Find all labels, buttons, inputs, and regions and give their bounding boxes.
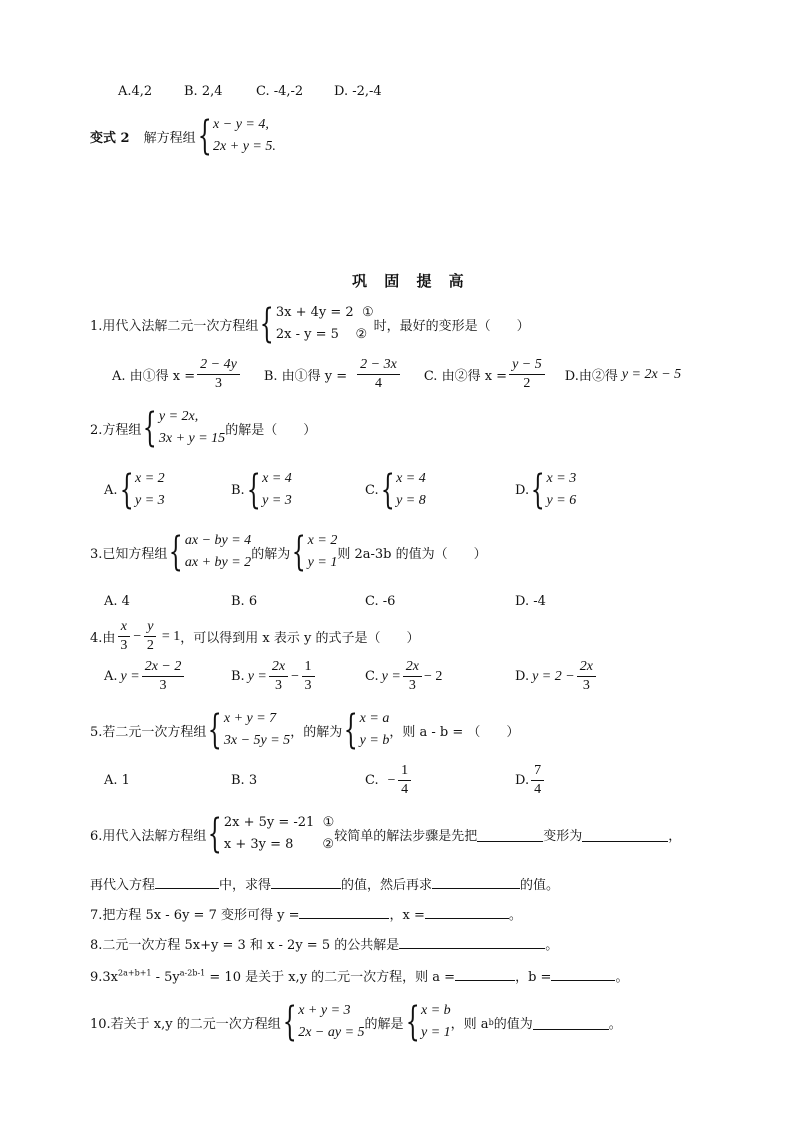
question-6-line2: 再代入方程 中，求得 的值，然后再求 的值。 bbox=[90, 874, 559, 893]
top-option-a: A.4,2 bbox=[118, 84, 153, 99]
q5-opt-a: A. 1 bbox=[104, 773, 130, 788]
variant2-label: 变式 2 bbox=[90, 130, 130, 146]
q2-opt-c: C. { x = 4 y = 8 bbox=[365, 467, 426, 513]
q1-opt-d: D.由②得 bbox=[564, 369, 618, 384]
top-option-c: C. -4,-2 bbox=[256, 84, 304, 99]
q8-blank[interactable] bbox=[399, 934, 545, 949]
top-options bbox=[118, 84, 382, 99]
q10-blank[interactable] bbox=[533, 1015, 609, 1030]
q6-blank-5[interactable] bbox=[432, 874, 520, 889]
variant2-text: 解方程组 bbox=[143, 130, 196, 146]
question-8: 8.二元一次方程 5x+y = 3 和 x - 2y = 5 的公共解是 。 bbox=[90, 934, 558, 953]
q1-options: A. 由①得 x = $\frac{2 - 4y}{3}$ B. 由①得 y = $\frac{2 - 3x}{4}$ C. 由②得 x = $\frac{y - 5}{2}$ D.由②得 y = 2x − 5 bbox=[112, 357, 682, 391]
q7-blank-y[interactable] bbox=[299, 904, 389, 919]
top-option-b: B. 2,4 bbox=[184, 84, 223, 99]
q6-blank-4[interactable] bbox=[271, 874, 341, 889]
q5-opt-d: D. $\frac{7}{4}$ bbox=[515, 762, 546, 799]
variant2 bbox=[90, 114, 276, 158]
top-option-d: D. -2,-4 bbox=[334, 84, 382, 99]
q2-opt-b: B. { x = 4 y = 3 bbox=[231, 467, 292, 513]
section-title: 巩 固 提 高 bbox=[352, 272, 470, 290]
q3-opt-a: A. 4 bbox=[104, 594, 130, 609]
q9-blank-a[interactable] bbox=[455, 966, 515, 981]
q4-opt-d: D. y = 2 − $\frac{2x}{3}$ bbox=[515, 658, 598, 695]
question-10: 10.若关于 x,y 的二元一次方程组 { x + y = 3 2x − ay = 5 的解是 { x = b y = 1 ，则 a b 的值为 。 bbox=[90, 999, 622, 1045]
q1-system: { 3x + 4y = 2 ① 2x - y = 5 ② bbox=[260, 301, 374, 347]
q7-blank-x[interactable] bbox=[425, 904, 509, 919]
question-7: 7.把方程 5x - 6y = 7 变形可得 y = ，x = 。 bbox=[90, 904, 522, 923]
q1-opt-a: A. 由①得 x = bbox=[112, 369, 196, 384]
q1-opt-b: B. 由①得 y = bbox=[263, 369, 348, 384]
variant2-system: { x − y = 4, 2x + y = 5. bbox=[197, 113, 276, 159]
q4-opt-b: B. y = $\frac{2x}{3}$ − $\frac{1}{3}$ bbox=[231, 658, 365, 695]
question-6: 6.用代入法解方程组 { 2x + 5y = -21 ① x + 3y = 8 ② 较简单的解法步骤是先把 变形为 ， bbox=[90, 811, 682, 857]
q5-options bbox=[104, 762, 546, 799]
q6-blank-1[interactable] bbox=[477, 827, 543, 842]
q2-opt-d: D. { x = 3 y = 6 bbox=[515, 467, 577, 513]
q4-opt-c: C. y = $\frac{2x}{3}$ − 2 bbox=[365, 659, 443, 693]
question-5: 5.若二元一次方程组 { x + y = 7 3x − 5y = 5 ，的解为 { x = a y = b ，则 a - b = （ ） bbox=[90, 707, 520, 753]
question-1 bbox=[90, 302, 530, 346]
q5-opt-c: C. − $\frac{1}{4}$ bbox=[365, 762, 515, 799]
question-4: 4.由 $\frac{x}{3}$ − $\frac{y}{2}$ = 1 ，可以得到用 x 表示 y 的式子是（ ） bbox=[90, 619, 420, 653]
q5-opt-b: B. 3 bbox=[231, 773, 258, 788]
question-9: $9.3x^{2a+b+1} - 5y^{a-2b-1} = 10$ 是关于 x,y 的二元一次方程，则 a = ，b = 。 bbox=[90, 966, 628, 985]
q3-options bbox=[104, 594, 546, 609]
q9-blank-b[interactable] bbox=[551, 966, 615, 981]
q6-blank-2[interactable] bbox=[582, 827, 668, 842]
q4-opt-a: A. y = $\frac{2x - 2}{3}$ bbox=[104, 658, 231, 695]
q3-opt-c: C. -6 bbox=[365, 594, 396, 609]
q1-opt-c: C. 由②得 x = bbox=[423, 369, 508, 384]
question-2: 2.方程组 { y = 2x, 3x + y = 15 的解是（ ） bbox=[90, 405, 317, 451]
question-3: 3.已知方程组 { ax − by = 4 ax + by = 2 的解为 { x = 2 y = 1 则 2a-3b 的值为（ ） bbox=[90, 529, 487, 575]
q3-opt-b: B. 6 bbox=[231, 594, 258, 609]
q1-pre: 1.用代入法解二元一次方程组 bbox=[90, 318, 259, 334]
q2-opt-a: A. { x = 2 y = 3 bbox=[104, 467, 165, 513]
q4-options bbox=[104, 658, 598, 695]
q1-post: 时，最好的变形是（ ） bbox=[373, 318, 530, 334]
q3-opt-d: D. -4 bbox=[515, 594, 546, 609]
q2-options bbox=[104, 468, 576, 512]
q6-blank-3[interactable] bbox=[155, 874, 219, 889]
